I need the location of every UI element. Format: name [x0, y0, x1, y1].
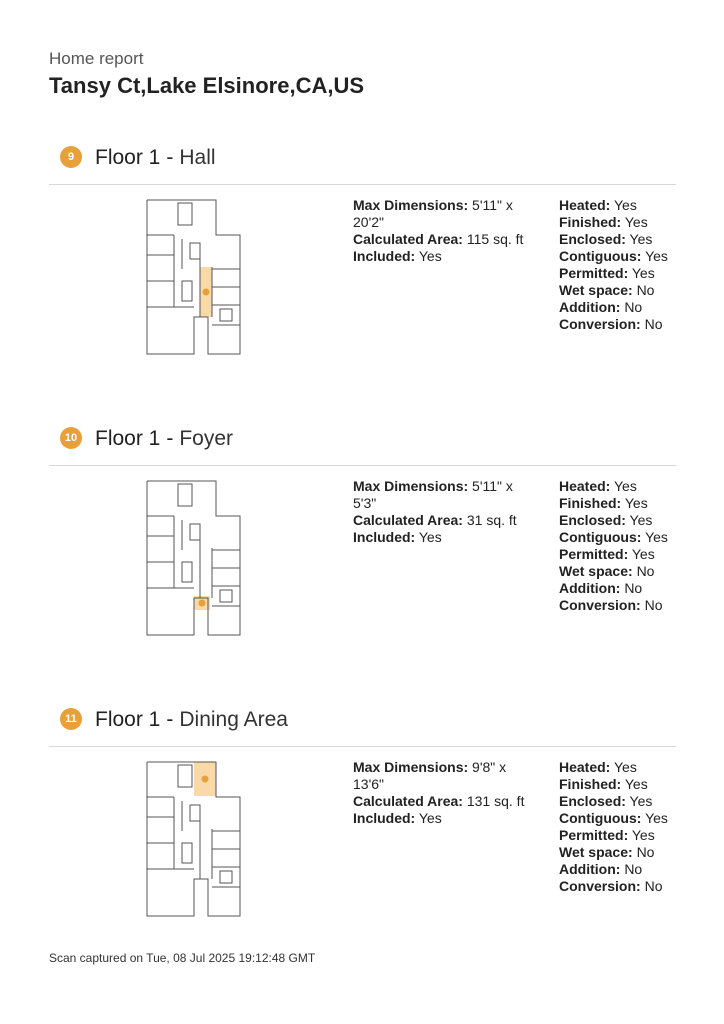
report-subtitle: Home report [49, 49, 144, 68]
attr-heated: Heated: Yes [559, 478, 637, 494]
attr-addition: Addition: No [559, 580, 643, 596]
title-separator: - [166, 146, 174, 169]
max-dimensions: Max Dimensions: 5'11" x 20'2" [353, 197, 513, 230]
attr-conversion: Conversion: No [559, 597, 663, 613]
attr-heated: Heated: Yes [559, 197, 637, 213]
attr-permitted: Permitted: Yes [559, 546, 655, 562]
room-dimensions [353, 759, 533, 827]
room-marker-icon [203, 289, 210, 296]
section-title [95, 706, 288, 734]
room-dimensions [353, 478, 533, 546]
attr-permitted: Permitted: Yes [559, 265, 655, 281]
included: Included: Yes [353, 248, 442, 264]
room-name: Foyer [179, 427, 234, 450]
attr-conversion: Conversion: No [559, 316, 663, 332]
floor-name: Floor 1 [95, 427, 161, 450]
room-name: Dining Area [179, 708, 288, 731]
section-header [49, 144, 676, 185]
attr-addition: Addition: No [559, 299, 643, 315]
attr-addition: Addition: No [559, 861, 643, 877]
room-dimensions [353, 197, 533, 265]
attr-conversion: Conversion: No [559, 878, 663, 894]
section-title [95, 425, 233, 453]
attr-finished: Finished: Yes [559, 776, 648, 792]
section-title [95, 144, 216, 172]
attr-contiguous: Contiguous: Yes [559, 810, 668, 826]
floor-name: Floor 1 [95, 708, 161, 731]
attr-contiguous: Contiguous: Yes [559, 529, 668, 545]
attr-permitted: Permitted: Yes [559, 827, 655, 843]
room-marker-icon [202, 776, 209, 783]
attr-contiguous: Contiguous: Yes [559, 248, 668, 264]
included: Included: Yes [353, 529, 442, 545]
calculated-area: Calculated Area: 115 sq. ft [353, 231, 524, 247]
room-marker-icon [199, 600, 206, 607]
calculated-area: Calculated Area: 31 sq. ft [353, 512, 517, 528]
property-address: Tansy Ct,Lake Elsinore,CA,US [49, 73, 365, 98]
room-attributes [559, 759, 677, 895]
attr-wet-space: Wet space: No [559, 282, 655, 298]
floor-name: Floor 1 [95, 146, 161, 169]
room-number-badge: 9 [60, 146, 82, 168]
title-separator: - [166, 708, 174, 731]
section-header [49, 425, 676, 466]
room-number-badge: 10 [60, 427, 82, 449]
attr-enclosed: Enclosed: Yes [559, 231, 653, 247]
scan-timestamp: Scan captured on Tue, 08 Jul 2025 19:12:48 GMT [49, 951, 316, 965]
floor-plan-thumbnail [146, 199, 243, 357]
room-section-dining-area [49, 706, 676, 936]
room-number-badge: 11 [60, 708, 82, 730]
attr-finished: Finished: Yes [559, 214, 648, 230]
room-attributes [559, 478, 677, 614]
room-name: Hall [179, 146, 216, 169]
room-section-foyer [49, 425, 676, 655]
attr-enclosed: Enclosed: Yes [559, 512, 653, 528]
section-header [49, 706, 676, 747]
room-attributes [559, 197, 677, 333]
attr-wet-space: Wet space: No [559, 844, 655, 860]
max-dimensions: Max Dimensions: 9'8" x 13'6" [353, 759, 507, 792]
attr-finished: Finished: Yes [559, 495, 648, 511]
calculated-area: Calculated Area: 131 sq. ft [353, 793, 525, 809]
attr-wet-space: Wet space: No [559, 563, 655, 579]
max-dimensions: Max Dimensions: 5'11" x 5'3" [353, 478, 513, 511]
floor-plan-thumbnail [146, 480, 243, 638]
included: Included: Yes [353, 810, 442, 826]
floor-plan-thumbnail [146, 761, 243, 919]
room-section-hall [49, 144, 676, 374]
title-separator: - [166, 427, 174, 450]
attr-enclosed: Enclosed: Yes [559, 793, 653, 809]
attr-heated: Heated: Yes [559, 759, 637, 775]
